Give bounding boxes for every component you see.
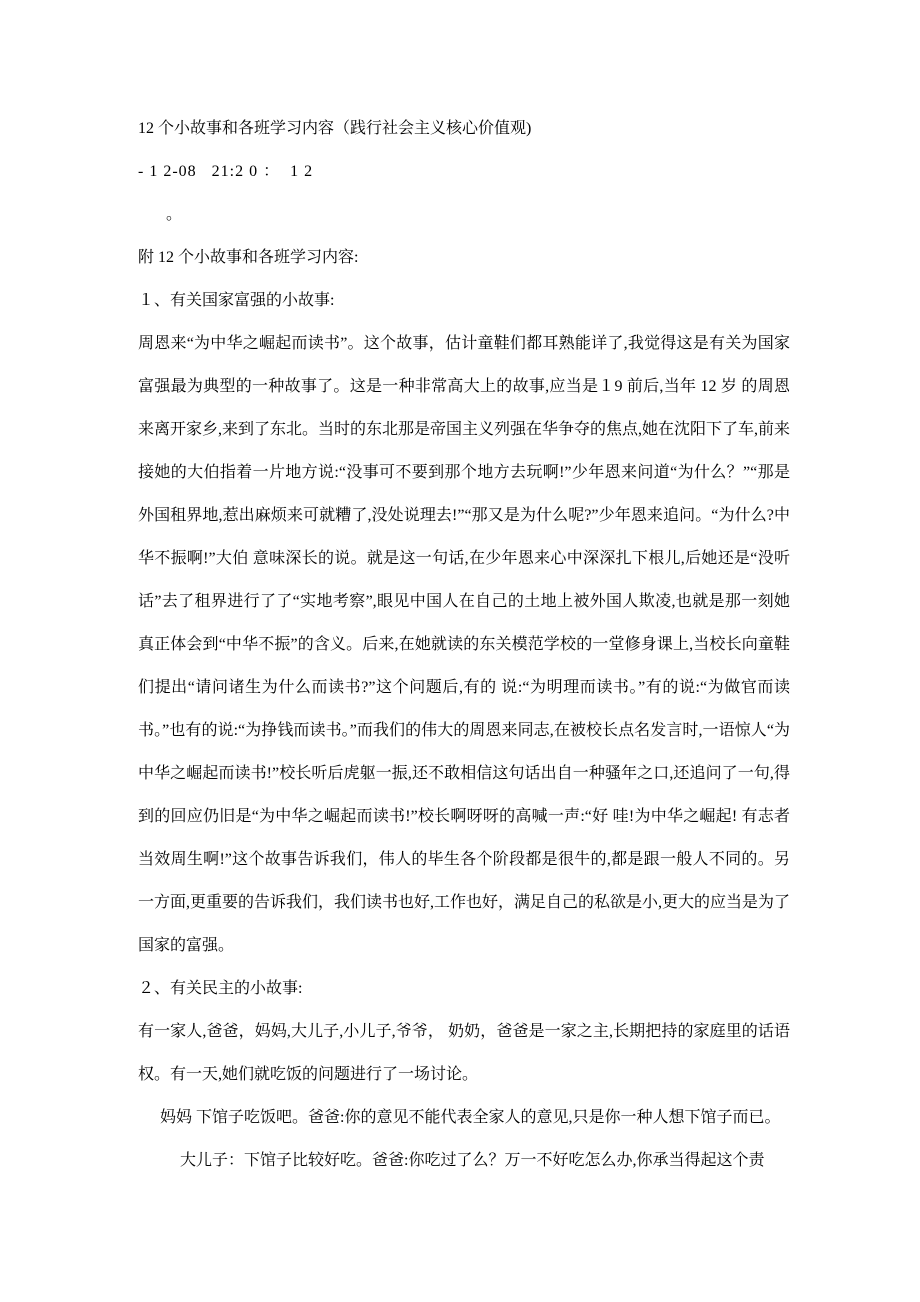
story-2-paragraph: 有一家人,爸爸，妈妈,大儿子,小儿子,爷爷， 奶奶，爸爸是一家之主,长期把持的家庭里的话语权。有一天,她们就吃饭的问题进行了一场讨论。 bbox=[138, 1023, 790, 1083]
attachment-heading: 附 12 个小故事和各班学习内容: bbox=[138, 249, 359, 266]
dialogue-mom: 妈妈 下馆子吃饭吧。爸爸:你的意见不能代表全家人的意见,只是你一种人想下馆子而已。 bbox=[160, 1109, 781, 1126]
paragraph-period: 。 bbox=[166, 206, 183, 223]
story-1-paragraph: 周恩来“为中华之崛起而读书”。这个故事，估计童鞋们都耳熟能详了,我觉得这是有关为国家富强最为典型的一种故事了。这是一种非常高大上的故事,应当是１9 前后,当年 12 岁 的周恩来离开家乡,来到了东北。当时的东北那是帝国主义列强在华争夺的焦点,她在沈阳下了车,前来接她的大伯指着一片地方说:“没事可不要到那个地方去玩啊!”少年恩来问道“为什么？”“那是外国租界地,惹出麻烦来可就糟了,没处说理去!”“那又是为什么呢?”少年恩来追问。“为什么?中华不振啊!”大伯 意味深长的说。就是这一句话,在少年恩来心中深深扎下根儿,后她还是“没听话”去了租界进行了了“实地考察”,眼见中国人在自己的土地上被外国人欺凌,也就是那一刻她真正体会到“中华不振”的含义。后来,在她就读的东关模范学校的一堂修身课上,当校长向童鞋们提出“请问诸生为什么而读书?”这个问题后,有的 说:“为明理而读书。”有的说:“为做官而读书。”也有的说:“为挣钱而读书。”而我们的伟大的周恩来同志,在被校长点名发言时,一语惊人“为中华之崛起而读书!”校长听后虎躯一振,还不敢相信这句话出自一种骚年之口,还追问了一句,得到的回应仍旧是“为中华之崛起而读书!”校长啊呀呀的高喊一声:“好 哇!为中华之崛起! 有志者当效周生啊!”这个故事告诉我们，伟人的毕生各个阶段都是很牛的,都是跟一般人不同的。另一方面,更重要的告诉我们，我们读书也好,工作也好，满足自己的私欲是小,更大的应当是为了国家的富强。 bbox=[138, 335, 791, 954]
date-line: - 1 2-08 21:2 0 ： 1 2 bbox=[138, 163, 314, 180]
story-2-heading: ２、有关民主的小故事: bbox=[138, 980, 303, 997]
document-title: 12 个小故事和各班学习内容（践行社会主义核心价值观) bbox=[138, 120, 532, 137]
dialogue-eldest-son: 大儿子：下馆子比较好吃。爸爸:你吃过了么？万一不好吃怎么办,你承当得起这个责 bbox=[180, 1152, 765, 1169]
story-1-heading: １、有关国家富强的小故事: bbox=[138, 292, 335, 309]
